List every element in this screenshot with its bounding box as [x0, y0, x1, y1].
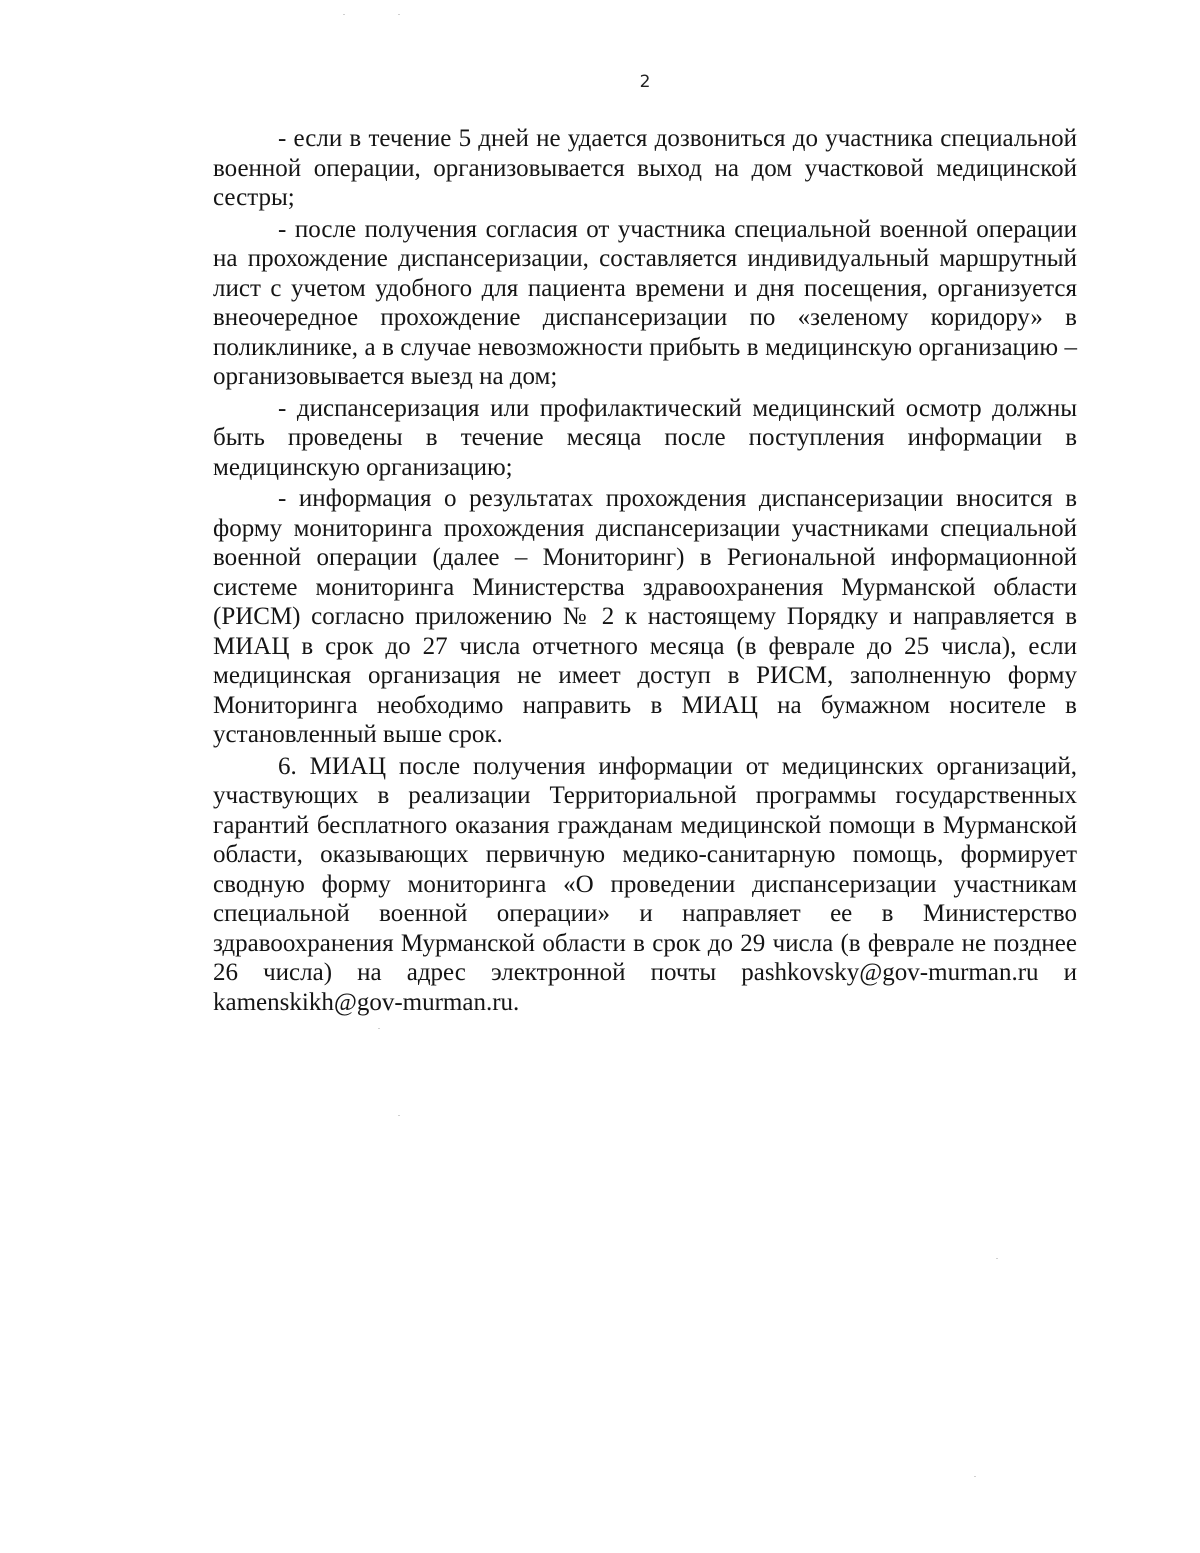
- scan-speck: [974, 1476, 976, 1477]
- scan-speck: [996, 1258, 998, 1259]
- document-body: [213, 124, 1077, 1017]
- page-number: 2: [639, 72, 651, 92]
- paragraph-route-sheet: - после получения согласия от участника специальной военной операции на прохождение диспансеризации, составляется индивидуальный маршрутный лист с учетом удобного для пациента времени и дня посещения, организуется внеочередное прохождение диспансеризации по «зеленому коридору» в поликлинике, а в случае невозможности прибыть в медицинскую организацию – организовывается выезд на дом;: [213, 215, 1077, 390]
- paragraph-miac-summary: 6. МИАЦ после получения информации от медицинских организаций, участвующих в реализации Территориальной программы государственных гарантий бесплатного оказания гражданам медицинской помощи в Мурманской области, оказывающих первичную медико-санитарную помощь, формирует сводную форму мониторинга «О проведении диспансеризации участникам специальной военной операции» и направляет ее в Министерство здравоохранения Мурманской области в срок до 29 числа (в феврале не позднее 26 числа) на адрес электронной почты pashkovsky@gov-murman.ru и kamenskikh@gov-murman.ru.: [213, 752, 1077, 1016]
- paragraph-monitoring-form: - информация о результатах прохождения диспансеризации вносится в форму мониторинга прохождения диспансеризации участниками специальной военной операции (далее – Мониторинг) в Региональной информационной системе мониторинга Министерства здравоохранения Мурманской области (РИСМ) согласно приложению № 2 к настоящему Порядку и направляется в МИАЦ в срок до 27 числа отчетного месяца (в феврале до 25 числа), если медицинская организация не имеет доступ в РИСМ, заполненную форму Мониторинга необходимо направить в МИАЦ на бумажном носителе в установленный выше срок.: [213, 485, 1077, 748]
- scan-speck: [343, 14, 345, 15]
- paragraph-call-attempts: - если в течение 5 дней не удается дозвониться до участника специальной военной операции, организовывается выход на дом участковой медицинской сестры;: [213, 125, 1077, 211]
- scan-speck: [378, 1028, 380, 1029]
- scan-speck: [398, 14, 400, 15]
- scan-speck: [398, 1115, 400, 1116]
- paragraph-exam-deadline: - диспансеризация или профилактический медицинский осмотр должны быть проведены в течение месяца после поступления информации в медицинскую организацию;: [213, 394, 1077, 481]
